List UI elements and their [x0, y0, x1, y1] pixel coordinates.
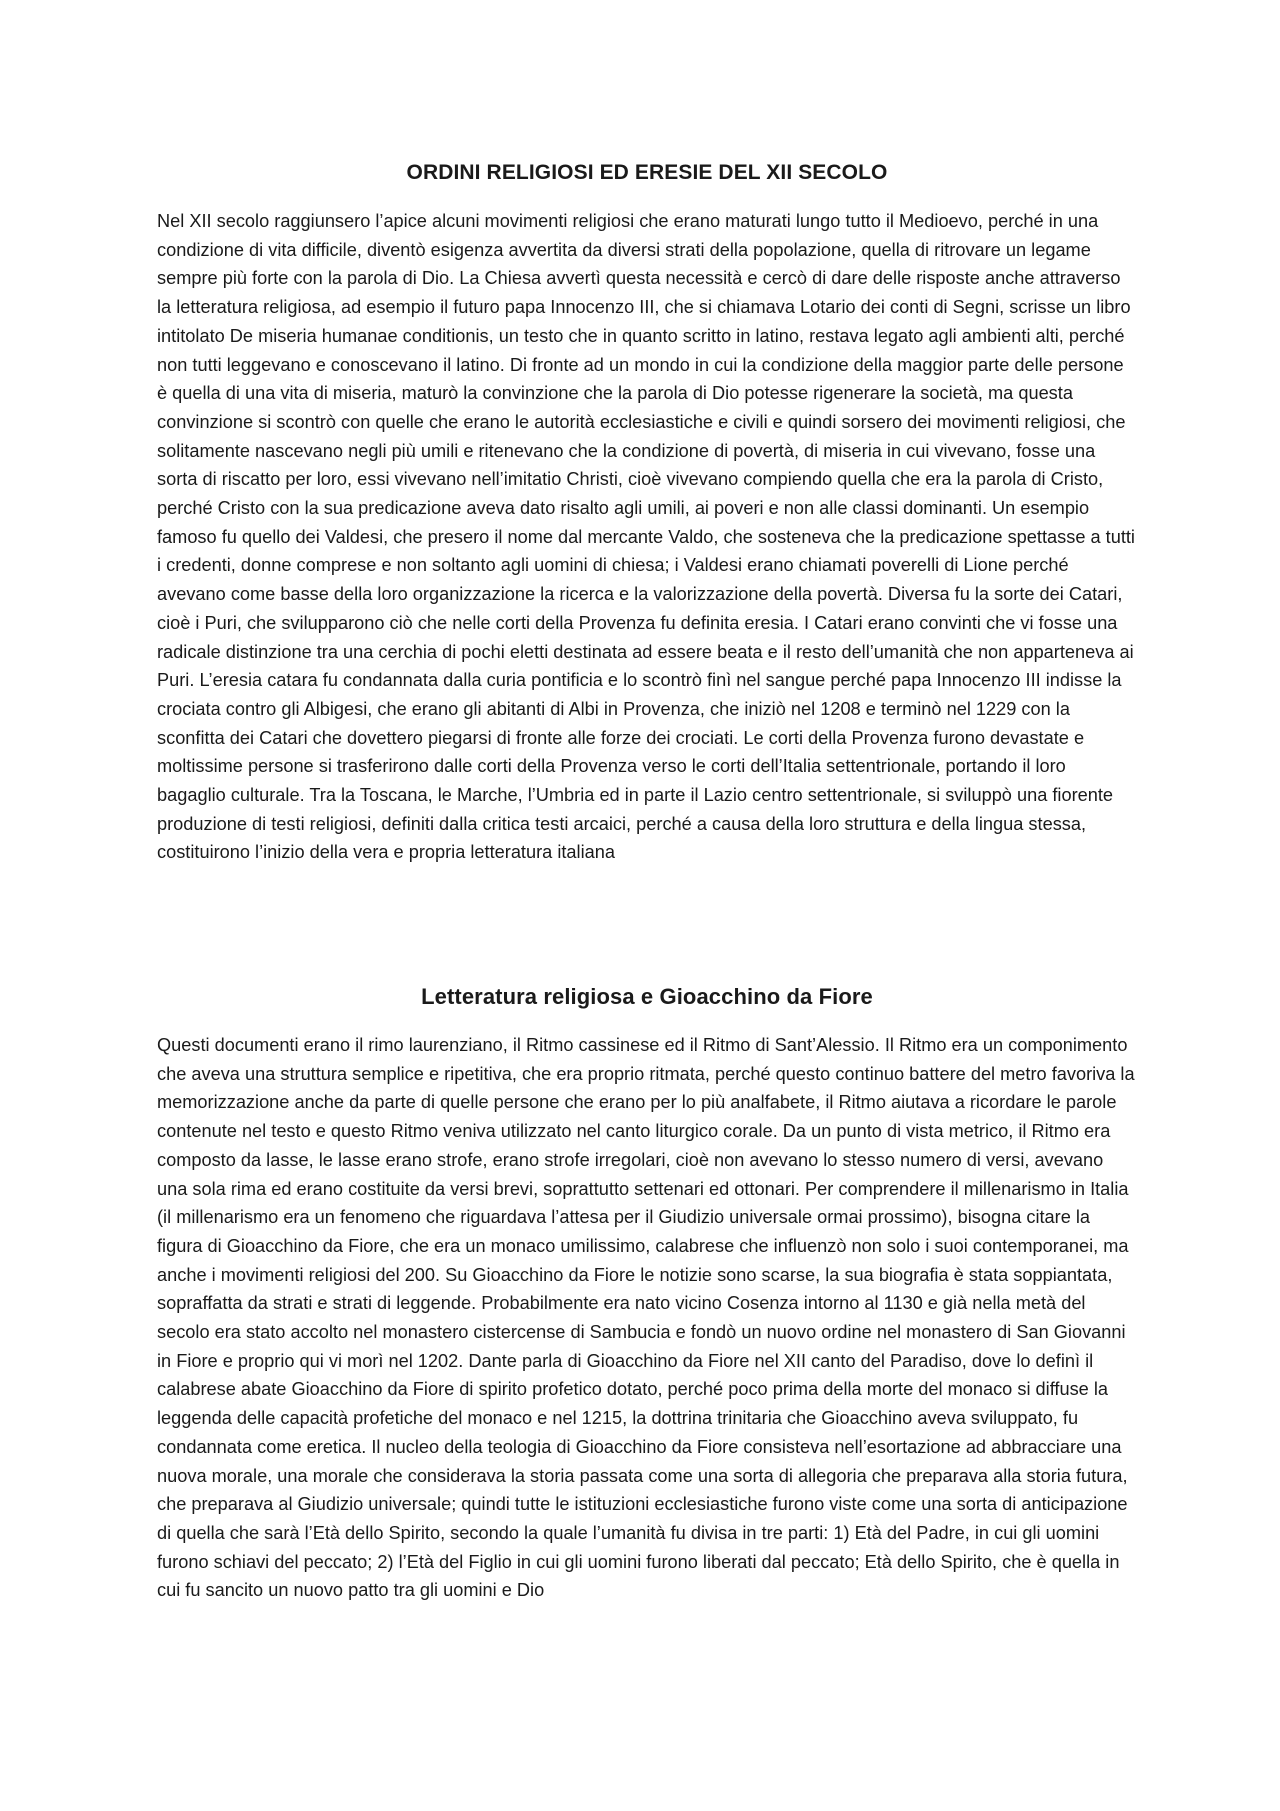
section-title-letteratura-religiosa: Letteratura religiosa e Gioacchino da Fiore: [421, 984, 873, 1009]
section-body-letteratura-religiosa: Questi documenti erano il rimo laurenziano, il Ritmo cassinese ed il Ritmo di Sant’Alessio. Il Ritmo era un componimento che aveva una struttura semplice e ripetitiva, che era proprio ritmata, perché questo continuo battere del metro favoriva la memorizzazione anche da parte di quelle persone che erano per lo più analfabete, il Ritmo aiutava a ricordare le parole contenute nel testo e questo Ritmo veniva utilizzato nel canto liturgico corale. Da un punto di vista metrico, il Ritmo era composto da lasse, le lasse erano strofe, erano strofe irregolari, cioè non avevano lo stesso numero di versi, avevano una sola rima ed erano costituite da versi brevi, soprattutto settenari ed ottonari. Per comprendere il millenarismo in Italia (il millenarismo era un fenomeno che riguardava l’attesa per il Giudizio universale ormai prossimo), bisogna citare la figura di Gioacchino da Fiore, che era un monaco umilissimo, calabrese che influenzò non solo i suoi contemporanei, ma anche i movimenti religiosi del 200. Su Gioacchino da Fiore le notizie sono scarse, la sua biografia è stata soppiantata, sopraffatta da strati e strati di leggende. Probabilmente era nato vicino Cosenza intorno al 1130 e già nella metà del secolo era stato accolto nel monastero cistercense di Sambucia e fondò un nuovo ordine nel monastero di San Giovanni in Fiore e proprio qui vi morì nel 1202. Dante parla di Gioacchino da Fiore nel XII canto del Paradiso, dove lo definì il calabrese abate Gioacchino da Fiore di spirito profetico dotato, perché poco prima della morte del monaco si diffuse la leggenda delle capacità profetiche del monaco e nel 1215, la dottrina trinitaria che Gioacchino aveva sviluppato, fu condannata come eretica. Il nucleo della teologia di Gioacchino da Fiore consisteva nell’esortazione ad abbracciare una nuova morale, una morale che considerava la storia passata come una sorta di allegoria che preparava alla storia futura, che preparava al Giudizio universale; quindi tutte le istituzioni ecclesiastiche furono viste come una sorta di anticipazione di quella che sarà l’Età dello Spirito, secondo la quale l’umanità fu divisa in tre parti: 1) Età del Padre, in cui gli uomini furono schiavi del peccato; 2) l’Età del Figlio in cui gli uomini furono liberati dal peccato; Età dello Spirito, che è quella in cui fu sancito un nuovo patto tra gli uomini e Dio: [157, 1035, 1135, 1601]
section-title-ordini-religiosi: ORDINI RELIGIOSI ED ERESIE DEL XII SECOLO: [406, 161, 888, 184]
section-body-ordini-religiosi: Nel XII secolo raggiunsero l’apice alcuni movimenti religiosi che erano maturati lungo tutto il Medioevo, perché in una condizione di vita difficile, diventò esigenza avvertita da diversi strati della popolazione, quella di ritrovare un legame sempre più forte con la parola di Dio. La Chiesa avvertì questa necessità e cercò di dare delle risposte anche attraverso la letteratura religiosa, ad esempio il futuro papa Innocenzo III, che si chiamava Lotario dei conti di Segni, scrisse un libro intitolato De miseria humanae conditionis, un testo che in quanto scritto in latino, restava legato agli ambienti alti, perché non tutti leggevano e conoscevano il latino. Di fronte ad un mondo in cui la condizione della maggior parte delle persone è quella di una vita di miseria, maturò la convinzione che la parola di Dio potesse rigenerare la società, ma questa convinzione si scontrò con quelle che erano le autorità ecclesiastiche e civili e quindi sorsero dei movimenti religiosi, che solitamente nascevano negli più umili e ritenevano che la condizione di povertà, di miseria in cui vivevano, fosse una sorta di riscatto per loro, essi vivevano nell’imitatio Christi, cioè vivevano compiendo quella che era la parola di Cristo, perché Cristo con la sua predicazione aveva dato risalto agli umili, ai poveri e non alle classi dominanti. Un esempio famoso fu quello dei Valdesi, che presero il nome dal mercante Valdo, che sosteneva che la predicazione spettasse a tutti i credenti, donne comprese e non soltanto agli uomini di chiesa; i Valdesi erano chiamati poverelli di Lione perché avevano come basse della loro organizzazione la ricerca e la valorizzazione della povertà. Diversa fu la sorte dei Catari, cioè i Puri, che svilupparono ciò che nelle corti della Provenza fu definita eresia. I Catari erano convinti che vi fosse una radicale distinzione tra una cerchia di pochi eletti destinata ad essere beata e il resto dell’umanità che non apparteneva ai Puri. L’eresia catara fu condannata dalla curia pontificia e lo scontrò finì nel sangue perché papa Innocenzo III indisse la crociata contro gli Albigesi, che erano gli abitanti di Albi in Provenza, che iniziò nel 1208 e terminò nel 1229 con la sconfitta dei Catari che dovettero piegarsi di fronte alle forze dei crociati. Le corti della Provenza furono devastate e moltissime persone si trasferirono dalle corti della Provenza verso le corti dell’Italia settentrionale, portando il loro bagaglio culturale. Tra la Toscana, le Marche, l’Umbria ed in parte il Lazio centro settentrionale, si sviluppò una fiorente produzione di testi religiosi, definiti dalla critica testi arcaici, perché a causa della loro struttura e della lingua stessa, costituirono l’inizio della vera e propria letteratura italiana: [157, 211, 1135, 863]
